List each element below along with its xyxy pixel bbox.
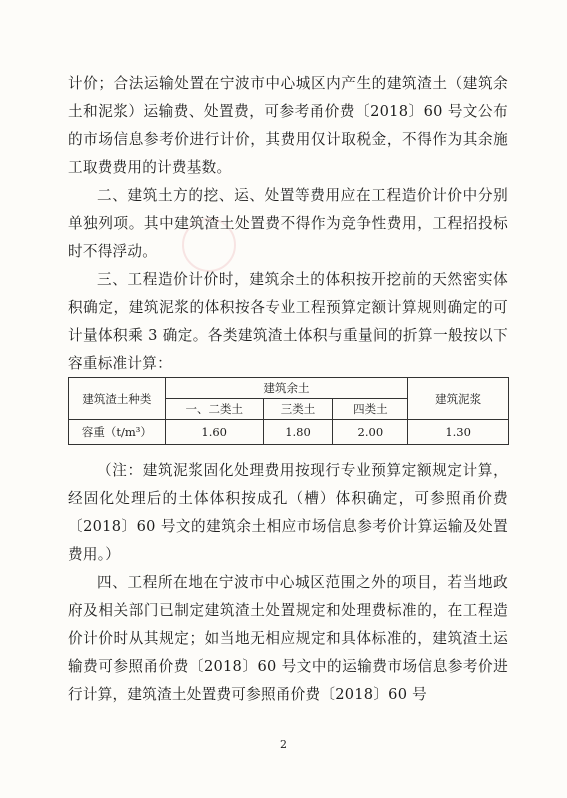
table-cell: 1.30 [408, 420, 509, 445]
table-subheader-class-3: 三类土 [263, 399, 333, 420]
table-cell: 1.80 [263, 420, 333, 445]
table-cell: 2.00 [333, 420, 408, 445]
table-cell: 1.60 [165, 420, 263, 445]
page-number: 2 [280, 738, 287, 751]
paragraph-note: （注：建筑泥浆固化处理费用按现行专业预算定额规定计算，经固化处理后的土体体积按成孔（槽）体积确定，可参照甬价费〔2018〕60 号文的建筑余土相应市场信息参考价计算运输及处置费用。） [68, 462, 508, 563]
table-header-mud: 建筑泥浆 [408, 378, 509, 420]
table-header-residual-soil: 建筑余土 [165, 378, 407, 399]
table-subheader-class-1-2: 一、二类土 [165, 399, 263, 420]
table-subheader-class-4: 四类土 [333, 399, 408, 420]
paragraph-section-2: 二、建筑土方的挖、运、处置等费用应在工程造价计价中分别单独列项。其中建筑渣土处置费不得作为竞争性费用，工程招投标时不得浮动。 [68, 187, 508, 260]
table-header-type: 建筑渣土种类 [69, 378, 166, 420]
density-table [68, 377, 509, 445]
table-row-label: 容重（t/m³） [69, 420, 166, 445]
paragraph-section-3: 三、工程造价计价时，建筑余土的体积按开挖前的天然密实体积确定，建筑泥浆的体积按各专业工程预算定额计算规则确定的可计量体积乘 3 确定。各类建筑渣土体积与重量间的折算一般按以下容重标准计算： [68, 271, 508, 372]
paragraph-section-4: 四、工程所在地在宁波市中心城区范围之外的项目，若当地政府及相关部门已制定建筑渣土处置规定和处理费标准的，在工程造价计价时从其规定；如当地无相应规定和具体标准的，建筑渣土运输费可参照甬价费〔2018〕60 号文中的运输费市场信息参考价进行计算，建筑渣土处置费可参照甬价费〔2018〕60 号 [68, 574, 508, 703]
paragraph-continuation: 计价；合法运输处置在宁波市中心城区内产生的建筑渣土（建筑余土和泥浆）运输费、处置费，可参考甬价费〔2018〕60 号文公布的市场信息参考价进行计价，其费用仅计取税金，不得作为其余施工取费费用的计费基数。 [68, 75, 508, 176]
